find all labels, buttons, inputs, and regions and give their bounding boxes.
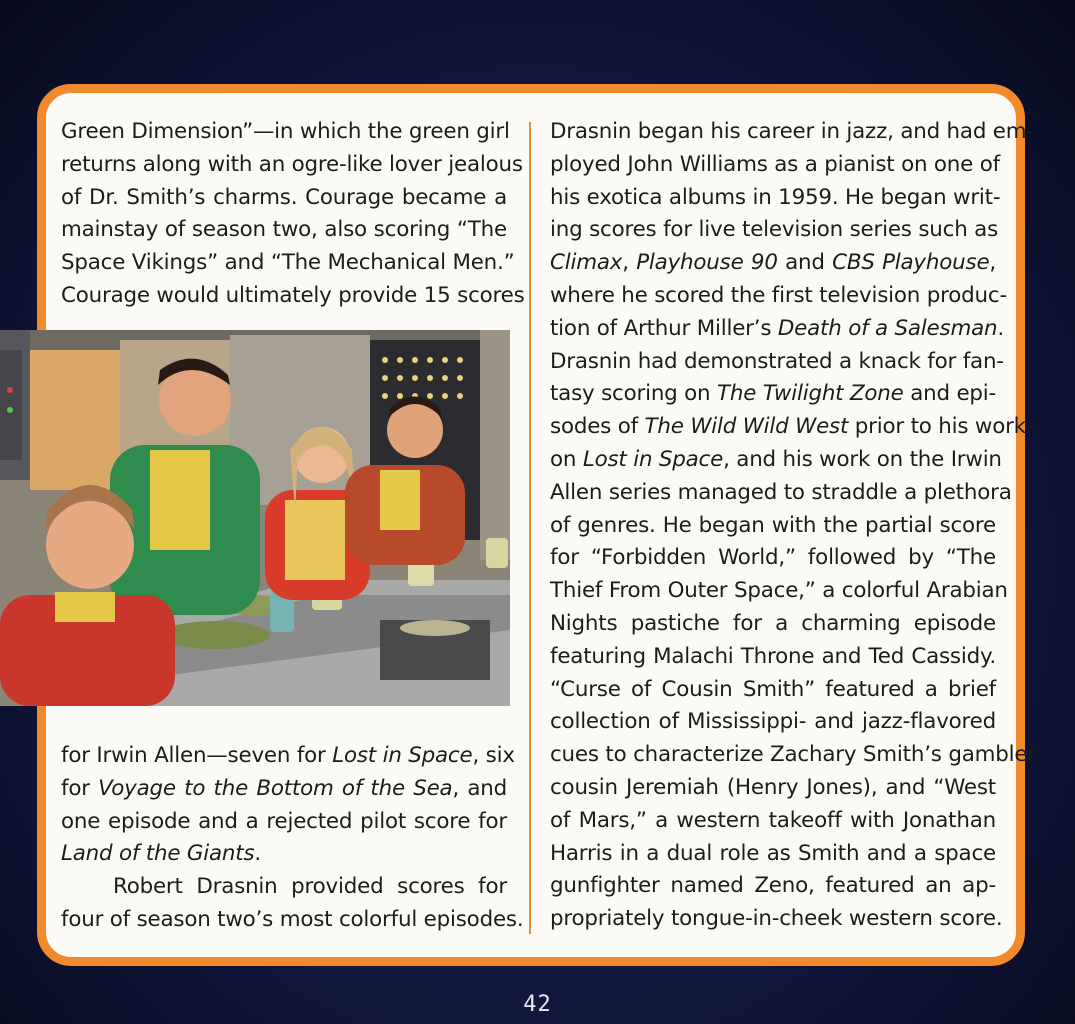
- text-line: [550, 149, 1000, 182]
- text-span: , six: [472, 743, 515, 768]
- text-line: [550, 870, 996, 903]
- text-span: his exotica albums in 1959. He began writ-: [550, 184, 1001, 210]
- text-line: [61, 247, 515, 280]
- text-span: Harris in a dual role as Smith and a space: [550, 840, 996, 866]
- text-line: [61, 280, 525, 313]
- text-line: [61, 806, 507, 839]
- right-column-text: [550, 116, 1036, 936]
- text-span: prior to his work: [848, 414, 1026, 440]
- text-span: for “Forbidden World,” followed by “The: [550, 545, 996, 571]
- text-line: [550, 575, 1008, 608]
- text-line: [550, 247, 996, 280]
- text-line: [550, 641, 996, 674]
- italic-title-text: Lost in Space: [582, 446, 724, 472]
- text-span: ing scores for live television series such as: [550, 217, 999, 243]
- text-span: Drasnin began his career in jazz, and had em-: [550, 119, 1034, 144]
- text-span: Thief From Outer Space,” a colorful Arabian: [550, 578, 1008, 604]
- text-line: [61, 116, 510, 149]
- text-span: sodes of: [550, 414, 645, 440]
- text-span: one episode and a rejected pilot score for: [61, 808, 507, 834]
- italic-title-text: The Wild Wild West: [644, 414, 849, 440]
- text-line: [550, 608, 996, 641]
- text-span: on: [550, 446, 583, 472]
- text-line: [550, 116, 1034, 149]
- text-span: Green Dimension”—in which the green girl: [61, 119, 510, 144]
- text-span: mainstay of season two, also scoring “The: [61, 217, 507, 243]
- text-line: [550, 739, 1036, 772]
- text-span: ,: [989, 250, 997, 276]
- italic-title-text: Death of a Salesman: [777, 315, 998, 341]
- text-line: [550, 411, 1026, 444]
- text-line: [61, 149, 523, 182]
- text-line: [550, 542, 996, 575]
- text-line: [61, 838, 507, 871]
- photo-illustration: [0, 330, 510, 706]
- text-line: [550, 838, 996, 871]
- text-span: and: [777, 250, 833, 276]
- text-span: Space Vikings” and “The Mechanical Men.”: [61, 250, 515, 276]
- text-line: [61, 773, 507, 806]
- page-number: 42: [523, 992, 552, 1017]
- italic-title-text: Climax: [550, 250, 623, 276]
- text-span: and epi-: [903, 381, 997, 407]
- text-line: [550, 444, 1002, 477]
- text-span: gunfighter named Zeno, featured an ap-: [550, 873, 996, 899]
- text-span: Drasnin had demonstrated a knack for fan-: [550, 348, 1004, 374]
- italic-title-text: The Twilight Zone: [717, 381, 904, 407]
- italic-title-text: Playhouse 90: [636, 250, 778, 276]
- text-span: of Dr. Smith’s charms. Courage became a: [61, 184, 507, 210]
- italic-title-text: Voyage to the Bottom of the Sea: [98, 775, 453, 801]
- text-line: [61, 871, 507, 904]
- text-span: ,: [622, 250, 637, 276]
- text-span: , and: [452, 775, 507, 801]
- text-span: featuring Malachi Throne and Ted Cassidy.: [550, 643, 996, 669]
- text-line: [550, 772, 996, 805]
- text-span: , and his work on the Irwin: [723, 446, 1002, 472]
- text-span: returns along with an ogre-like lover jealous: [61, 151, 523, 177]
- episode-photo: [0, 330, 510, 706]
- text-span: tion of Arthur Miller’s: [550, 315, 778, 341]
- text-span: collection of Mississippi- and jazz-flavored: [550, 709, 996, 735]
- text-line: [61, 182, 507, 215]
- text-span: for: [61, 775, 99, 801]
- text-line: [550, 706, 996, 739]
- text-span: Courage would ultimately provide 15 scores: [61, 282, 525, 308]
- italic-title-text: CBS Playhouse: [832, 250, 990, 276]
- text-span: for Irwin Allen—seven for: [61, 743, 333, 768]
- text-line: [550, 477, 1012, 510]
- text-span: ployed John Williams as a pianist on one of: [550, 151, 1000, 177]
- text-span: “Curse of Cousin Smith” featured a brief: [550, 676, 996, 702]
- text-line: [550, 214, 999, 247]
- italic-title-text: Lost in Space: [332, 743, 473, 768]
- text-span: of genres. He began with the partial score: [550, 512, 996, 538]
- text-line: [550, 378, 996, 411]
- left-column-top-text: [61, 116, 525, 313]
- text-span: where he scored the first television produc-: [550, 282, 1007, 308]
- text-span: .: [254, 841, 262, 867]
- text-line: [550, 805, 996, 838]
- text-line: [550, 313, 1004, 346]
- text-span: cousin Jeremiah (Henry Jones), and “West: [550, 774, 996, 800]
- text-line: [550, 510, 996, 543]
- italic-title-text: Land of the Giants: [61, 841, 255, 867]
- text-span: Robert Drasnin provided scores for: [113, 874, 507, 900]
- text-line: [61, 214, 507, 247]
- text-line: [550, 674, 996, 707]
- left-column-bottom-text: [61, 740, 524, 937]
- text-span: four of season two’s most colorful episodes.: [61, 906, 524, 932]
- text-line: [550, 280, 1007, 313]
- text-span: of Mars,” a western takeoff with Jonathan: [550, 807, 996, 833]
- text-span: propriately tongue-in-cheek western score.: [550, 906, 1003, 932]
- column-divider: [529, 122, 531, 934]
- text-line: [550, 182, 1001, 215]
- text-span: Allen series managed to straddle a plethora: [550, 479, 1012, 505]
- text-span: Nights pastiche for a charming episode: [550, 610, 996, 636]
- text-span: cues to characterize Zachary Smith’s gambler: [550, 742, 1036, 768]
- text-line: [550, 903, 1003, 936]
- text-line: [61, 904, 524, 937]
- text-span: tasy scoring on: [550, 381, 718, 407]
- text-span: .: [997, 315, 1004, 341]
- text-line: [550, 346, 1004, 379]
- text-line: [61, 740, 515, 773]
